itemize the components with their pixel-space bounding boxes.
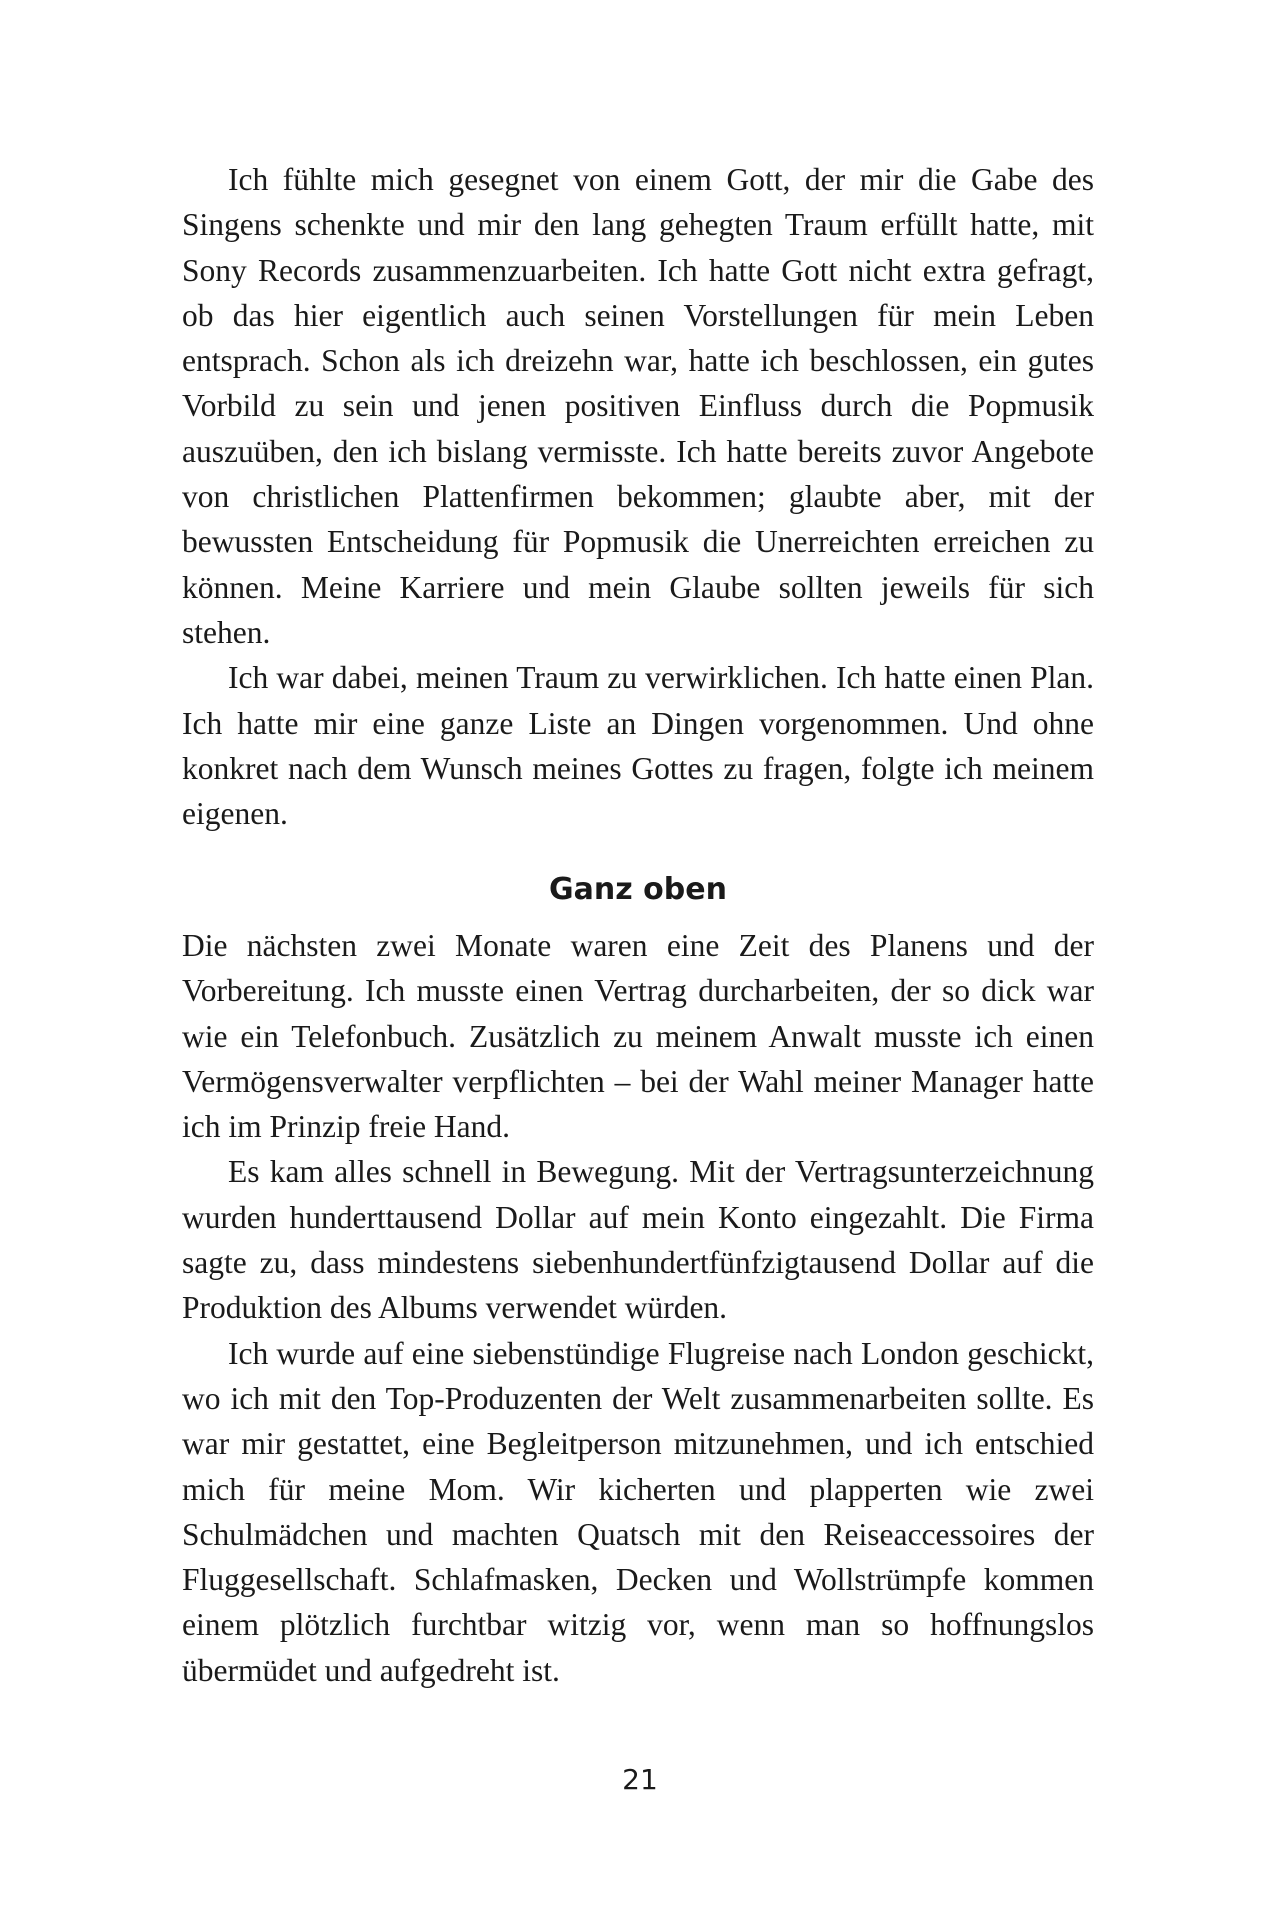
paragraph: Es kam alles schnell in Bewegung. Mit der Vertragsunterzeichnung wurden hunderttausend Dollar auf mein Konto eingezahlt. Die Firma sagte zu, dass mindestens siebenhundertfünfzigtausend Dollar auf die Produktion des Albums verwendet würden. [182,1154,1094,1326]
paragraph: Die nächsten zwei Monate waren eine Zeit des Planens und der Vorbereitung. Ich musste einen Vertrag durcharbeiten, der so dick war wie ein Telefonbuch. Zusätzlich zu meinem Anwalt musste ich einen Vermögensverwalter verpflichten – bei der Wahl meiner Manager hatte ich im Prinzip freie Hand. [182,928,1094,1145]
section-heading: Ganz oben [549,872,727,907]
paragraph: Ich war dabei, meinen Traum zu verwirklichen. Ich hatte einen Plan. Ich hatte mir eine ganze Liste an Dingen vorgenommen. Und ohne konkret nach dem Wunsch meines Gottes zu fragen, folgte ich meinem eigenen. [182,660,1094,832]
paragraph: Ich wurde auf eine siebenstündige Flugreise nach London geschickt, wo ich mit den Top-Produzenten der Welt zusammenarbeiten sollte. Es war mir gestattet, eine Begleitperson mitzunehmen, und ich entschied mich für meine Mom. Wir kicherten und plapperten wie zwei Schulmädchen und machten Quatsch mit den Reiseaccessoires der Fluggesellschaft. Schlafmasken, Decken und Wollstrümpfe kommen einem plötzlich furchtbar witzig vor, wenn man so hoffnungslos übermüdet und aufgedreht ist. [182,1335,1094,1688]
body-text-bottom [182,923,1094,1693]
body-text-top [182,157,1094,836]
paragraph: Ich fühlte mich gesegnet von einem Gott, der mir die Gabe des Singens schenkte und mir den lang gehegten Traum erfüllt hatte, mit Sony Records zusammenzuarbeiten. Ich hatte Gott nicht extra gefragt, ob das hier eigentlich auch seinen Vorstellungen für mein Leben entsprach. Schon als ich dreizehn war, hatte ich beschlossen, ein gutes Vorbild zu sein und jenen positiven Einfluss durch die Popmusik auszuüben, den ich bislang vermisste. Ich hatte bereits zuvor Angebote von christlichen Plattenfirmen bekommen; glaubte aber, mit der bewussten Entscheidung für Popmusik die Unerreichten erreichen zu können. Meine Karriere und mein Glaube sollten jeweils für sich stehen. [182,162,1094,650]
page-number: 21 [622,1763,658,1796]
